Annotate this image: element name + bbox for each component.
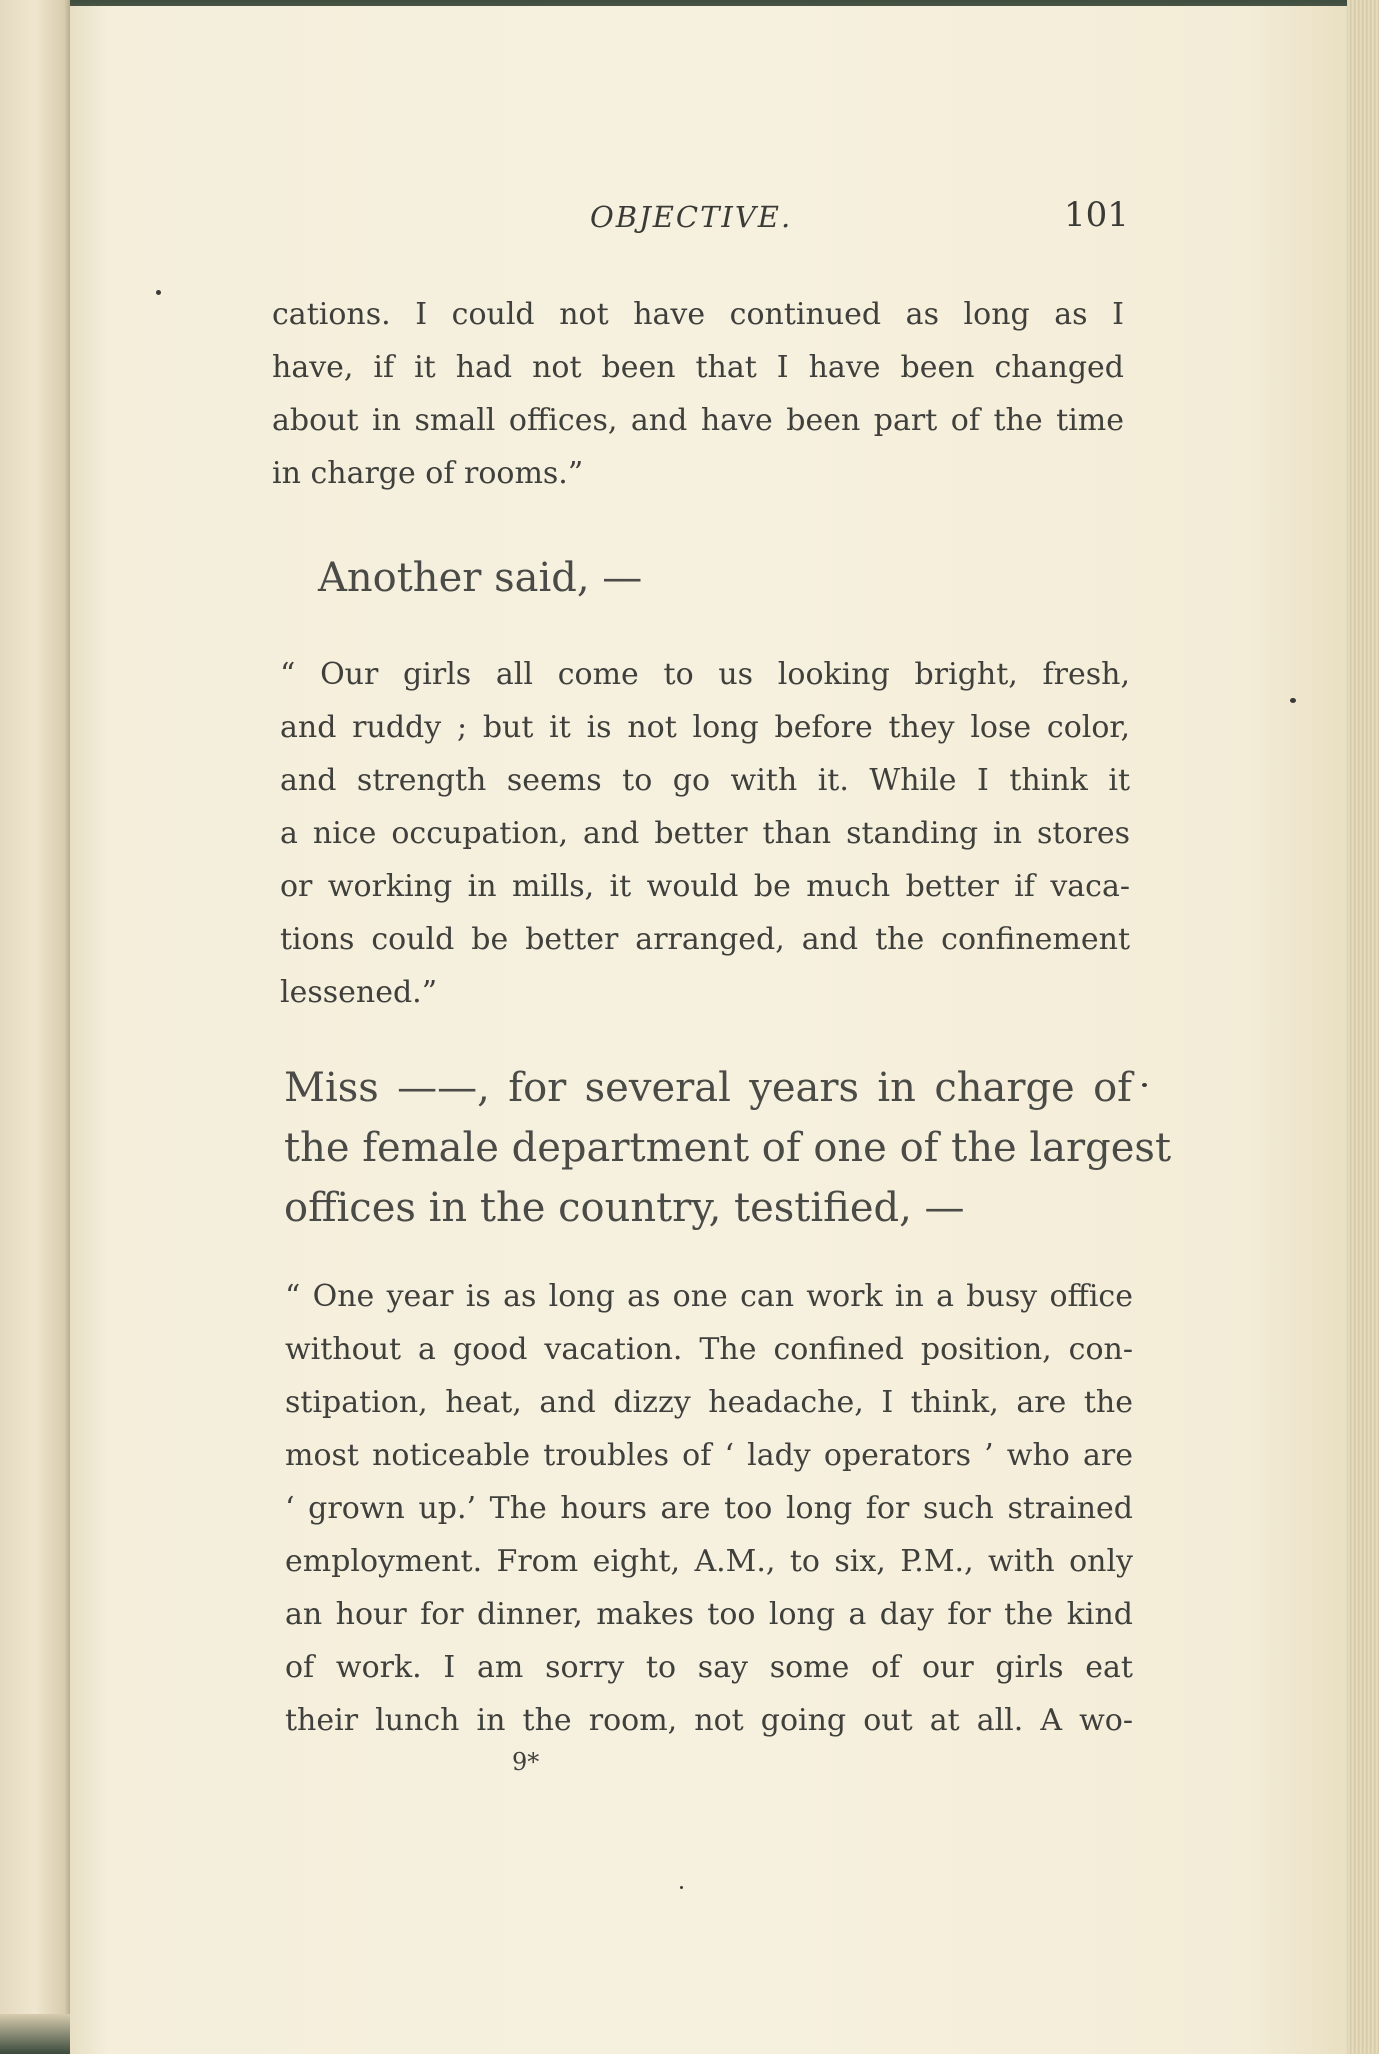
ink-speck (1290, 698, 1296, 703)
text-line: an hour for dinner, makes too long a day for the kind (285, 1597, 1133, 1632)
page-number: 101 (1064, 195, 1129, 235)
ink-speck (1142, 1083, 1147, 1087)
text-line: offices in the country, testified, — (284, 1185, 965, 1231)
text-line: and strength seems to go with it. While I think it (280, 763, 1130, 798)
text-line: have, if it had not been that I have been changed (272, 350, 1124, 385)
text-line: “ Our girls all come to us looking bright, fresh, (280, 657, 1130, 692)
paragraph-quote-girls (280, 648, 1130, 1019)
left-page-edge (0, 0, 70, 2054)
text-line: ‘ grown up.’ The hours are too long for such strained (285, 1491, 1133, 1526)
text-line: and ruddy ; but it is not long before they lose color, (280, 710, 1130, 745)
text-line: without a good vacation. The confined position, con- (285, 1332, 1133, 1367)
text-line: “ One year is as long as one can work in a busy office (285, 1279, 1133, 1314)
text-line: of work. I am sorry to say some of our girls eat (285, 1650, 1133, 1685)
paragraph-lead-miss (284, 1058, 1172, 1238)
text-line: the female department of one of the largest (284, 1125, 1172, 1171)
text-line: or working in mills, it would be much better if vaca- (280, 869, 1130, 904)
text-line: tions could be better arranged, and the confinement (280, 922, 1130, 957)
text-line: stipation, heat, and dizzy headache, I think, are the (285, 1385, 1133, 1420)
paragraph-quote-one-year (285, 1270, 1133, 1747)
text-line: lessened.” (280, 975, 438, 1010)
text-line: their lunch in the room, not going out at all. A wo- (285, 1703, 1133, 1738)
text-line: in charge of rooms.” (272, 456, 584, 491)
text-line: most noticeable troubles of ‘ lady operators ’ who are (285, 1438, 1133, 1473)
text-line: cations. I could not have continued as long as I (272, 297, 1124, 332)
page-block-edge (1347, 0, 1379, 2054)
paragraph-continuation (272, 288, 1124, 500)
binding-shadow (0, 2014, 70, 2054)
text-line: Miss ——, for several years in charge of (284, 1065, 1132, 1111)
text-line: about in small offices, and have been part of the time (272, 403, 1124, 438)
text-line: a nice occupation, and better than standing in stores (280, 816, 1130, 851)
paragraph-lead-another: Another said, — (318, 555, 643, 601)
ink-speck (680, 1886, 683, 1889)
ink-speck (156, 290, 161, 295)
signature-mark: 9* (512, 1748, 540, 1776)
running-head: OBJECTIVE. (590, 200, 793, 234)
text-line: employment. From eight, A.M., to six, P.M., with only (285, 1544, 1133, 1579)
